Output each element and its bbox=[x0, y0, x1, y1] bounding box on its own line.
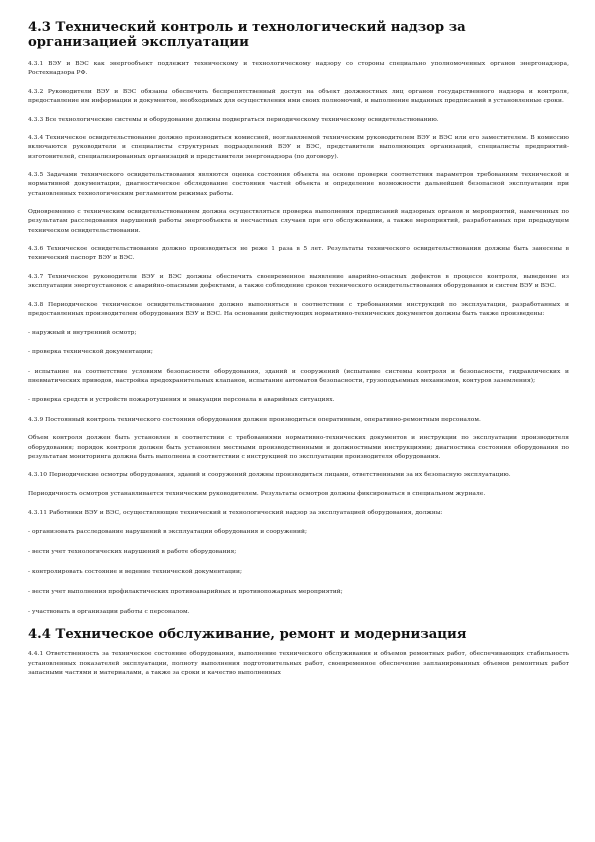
paragraph-4-3-3: 4.3.3 Все технологические системы и оборудование должны подвергаться периодическому техническому освидетельствованию. bbox=[28, 116, 439, 123]
section-4-4-title: 4.4 Техническое обслуживание, ремонт и модернизация bbox=[28, 627, 467, 643]
paragraph-4-3-5-cont: Одновременно с техническим освидетельствованием должна осуществляться проверка выполнения предписаний надзорных органов и мероприятий, намеченных по результатам расследования нарушений работы энергообъекта и несчастных случаев при его обслуживании, а также мероприятий, разработанных при предыдущем техническом освидетельствовании. bbox=[28, 209, 569, 234]
paragraph-4-3-7: 4.3.7 Техническое руководители ВЭУ и ВЭС должны обеспечить своевременное выявление аварийно-опасных дефектов в процессе контроля, выведение из эксплуатации энергоустановок с аварийно-опасными дефектами, а также соблюдение сроков технического освидетельствования оборудования и систем ВЭУ и ВЭС. bbox=[28, 273, 569, 290]
section-4-3-title: 4.3 Технический контроль и технологический надзор за организацией эксплуатации bbox=[28, 20, 466, 50]
list-item: - вести учет технологических нарушений в работе оборудования; bbox=[28, 549, 237, 556]
paragraph-4-3-2: 4.3.2 Руководители ВЭУ и ВЭС обязаны обеспечить беспрепятственный доступ на объект должностных лиц органов государственного надзора и контроля, предоставление им информации и документов, необходимых для осуществления ими своих полномочий, и выполнение выданных предписаний в установленные сроки. bbox=[28, 88, 569, 104]
paragraph-4-3-1: 4.3.1 ВЭУ и ВЭС как энергообъект подлежит техническому и технологическому надзору со стороны специально уполномоченных органов энергонадзора, Ростехнадзора РФ. bbox=[28, 61, 569, 77]
list-item: - организовать расследование нарушений в эксплуатации оборудования и сооружений; bbox=[28, 529, 307, 536]
paragraph-4-3-4: 4.3.4 Техническое освидетельствование должно производиться комиссией, возглавляемой техническим руководителем ВЭУ и ВЭС или его заместителем. В комиссию включаются руководители и специалисты структурных подразделений ВЭУ и ВЭС, представители выполняющих организаций, специалисты предприятий-изготовителей, специализированных организаций и представители энергонадзора (по договору). bbox=[28, 135, 569, 160]
list-item: - участвовать в организации работы с персоналом. bbox=[28, 608, 190, 615]
paragraph-4-3-11: 4.3.11 Работники ВЭУ и ВЭС, осуществляющие технический и технологический надзор за эксплуатацией оборудования, должны: bbox=[28, 509, 443, 516]
list-item: - проверка технической документации; bbox=[28, 349, 153, 356]
list-item: - наружный и внутренний осмотр; bbox=[28, 329, 137, 336]
paragraph-4-3-8: 4.3.8 Периодическое техническое освидетельствование должно выполняться в соответствии с требованиями инструкций по эксплуатации, разработанных и предоставленных производителем оборудования ВЭУ и ВЭС. На основании действующих нормативно-технических документов должны быть также произведены: bbox=[28, 301, 569, 317]
paragraph-4-3-9: 4.3.9 Постоянный контроль технического состояния оборудования должен производиться оперативным, оперативно-ремонтным персоналом. bbox=[28, 416, 481, 423]
list-item: - проверка средств и устройств пожаротушения и эвакуации персонала в аварийных ситуациях. bbox=[28, 396, 335, 403]
list-item: - испытание на соответствие условиям безопасности оборудования, зданий и сооружений (испытание системы контроля и безопасности, гидравлических и пневматических приводов, настройка предохранительных клапанов, испытание автоматов безопасности, грузоподъемных механизмов, контуров заземления); bbox=[28, 369, 569, 385]
paragraph-4-3-10: 4.3.10 Периодические осмотры оборудования, зданий и сооружений должны производиться лицами, ответственными за их безопасную эксплуатацию. bbox=[28, 472, 511, 479]
paragraph-4-3-10-cont: Периодичность осмотров устанавливается техническим руководителем. Результаты осмотров должны фиксироваться в специальном журнале. bbox=[28, 490, 486, 497]
paragraph-4-4-1: 4.4.1 Ответственность за техническое состояние оборудования, выполнение технического обслуживания и объемов ремонтных работ, обеспечивающих стабильность установленных показателей эксплуатации, полноту выполнения подготовительных работ, своевременное обеспечение запланированных объемов ремонтных работ запасными частями и материалами, а также за сроки и качество выполненных bbox=[28, 651, 569, 676]
paragraph-4-3-6: 4.3.6 Техническое освидетельствование должно производиться не реже 1 раза в 5 лет. Результаты технического освидетельствования должны быть занесены в технический паспорт ВЭУ и ВЭС. bbox=[28, 246, 569, 262]
list-item: - контролировать состояние и ведение технической документации; bbox=[28, 568, 242, 575]
paragraph-4-3-9-cont: Объем контроля должен быть установлен в соответствии с требованиями нормативно-технических документов и инструкции по эксплуатации производителя оборудования; порядок контроля должен быть установлен местными производственными и должностными инструкциями; диагностика состояния оборудования по результатам мониторинга должна быть выполнена в соответствии с инструкцией по эксплуатации производителя оборудования. bbox=[28, 435, 569, 460]
list-item: - вести учет выполнения профилактических противоаварийных и противопожарных мероприятий; bbox=[28, 588, 343, 595]
paragraph-4-3-5: 4.3.5 Задачами технического освидетельствования являются оценка состояния объекта на основе проверки соответствия параметров требованиям технической и нормативной документации, диагностическое обследование состояния частей объекта и определение возможности дальнейшей безопасной эксплуатации при установленных технологическим регламентом режимах работы. bbox=[28, 172, 569, 197]
